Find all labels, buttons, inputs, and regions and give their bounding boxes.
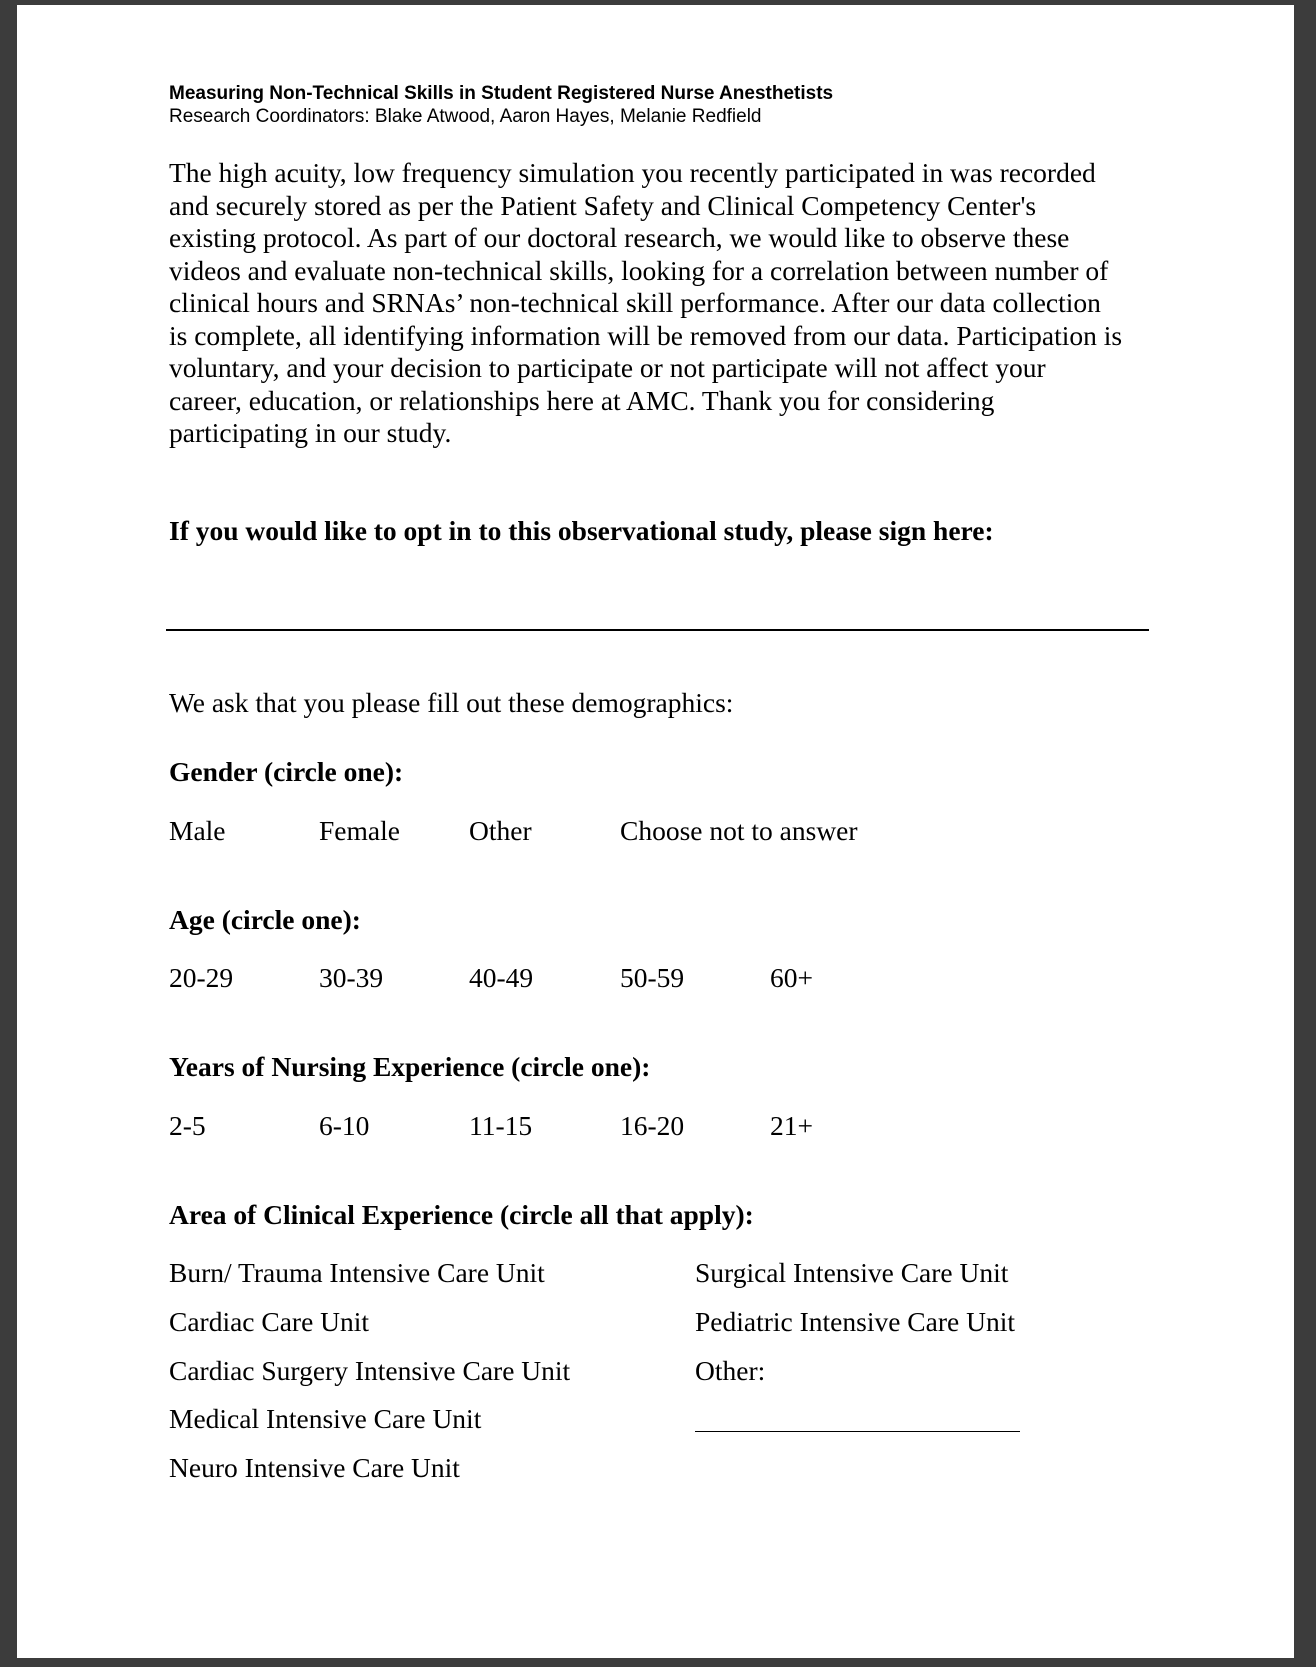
intro-line: voluntary, and your decision to participate or not participate will not affect your: [169, 352, 1046, 383]
clinical-area-option-cardiac-care-unit[interactable]: Cardiac Care Unit: [169, 1306, 370, 1337]
age-option-40-49[interactable]: 40-49: [469, 962, 534, 993]
intro-line: videos and evaluate non-technical skills, looking for a correlation between number of: [169, 254, 1109, 286]
clinical-area-option-neuro-icu[interactable]: Neuro Intensive Care Unit: [169, 1452, 460, 1483]
intro-line: is complete, all identifying information will be removed from our data. Participation is: [169, 319, 1123, 351]
clinical-area-option-other[interactable]: Other:: [695, 1355, 766, 1386]
nursing-experience-label: Years of Nursing Experience (circle one):: [169, 1051, 651, 1082]
gender-option-male[interactable]: Male: [169, 815, 226, 846]
clinical-area-option-pediatric-icu[interactable]: Pediatric Intensive Care Unit: [695, 1306, 1015, 1337]
clinical-area-other-line[interactable]: [695, 1431, 1020, 1432]
nursing-experience-option-6-10[interactable]: 6-10: [319, 1110, 370, 1141]
intro-line: existing protocol. As part of our doctoral research, we would like to observe these: [169, 222, 1070, 253]
nursing-experience-option-2-5[interactable]: 2-5: [169, 1110, 206, 1141]
age-option-50-59[interactable]: 50-59: [620, 962, 685, 993]
intro-paragraph: [169, 157, 1159, 450]
gender-option-other[interactable]: Other: [469, 815, 532, 846]
signature-line[interactable]: [166, 629, 1149, 631]
clinical-area-option-medical-icu[interactable]: Medical Intensive Care Unit: [169, 1403, 482, 1434]
study-title: Measuring Non-Technical Skills in Student Registered Nurse Anesthetists: [169, 83, 834, 104]
intro-line: The high acuity, low frequency simulation you recently participated in was recorded: [169, 157, 1096, 188]
clinical-area-option-cardiac-surgery-icu[interactable]: Cardiac Surgery Intensive Care Unit: [169, 1355, 571, 1386]
document-header: [169, 82, 833, 128]
nursing-experience-option-11-15[interactable]: 11-15: [469, 1110, 533, 1141]
clinical-area-option-burn-trauma-icu[interactable]: Burn/ Trauma Intensive Care Unit: [169, 1257, 545, 1288]
gender-label: Gender (circle one):: [169, 756, 404, 787]
clinical-area-option-surgical-icu[interactable]: Surgical Intensive Care Unit: [695, 1257, 1009, 1288]
research-coordinators: Research Coordinators: Blake Atwood, Aaron Hayes, Melanie Redfield: [169, 106, 762, 127]
age-option-20-29[interactable]: 20-29: [169, 962, 234, 993]
signature-prompt: If you would like to opt in to this observational study, please sign here:: [169, 515, 994, 546]
age-option-60-plus[interactable]: 60+: [770, 962, 814, 993]
intro-line: clinical hours and SRNAs’ non-technical skill performance. After our data collection: [169, 287, 1101, 318]
gender-option-female[interactable]: Female: [319, 815, 400, 846]
age-option-30-39[interactable]: 30-39: [319, 962, 384, 993]
intro-line: and securely stored as per the Patient Safety and Clinical Competency Center's: [169, 189, 1037, 221]
demographics-intro: We ask that you please fill out these demographics:: [169, 687, 734, 718]
nursing-experience-option-16-20[interactable]: 16-20: [620, 1110, 685, 1141]
document-page: [17, 5, 1294, 1658]
intro-line: career, education, or relationships here at AMC. Thank you for considering: [169, 384, 995, 416]
nursing-experience-option-21-plus[interactable]: 21+: [770, 1110, 814, 1141]
intro-line: participating in our study.: [169, 417, 452, 448]
age-label: Age (circle one):: [169, 904, 361, 935]
gender-option-choose-not-to-answer[interactable]: Choose not to answer: [620, 815, 858, 846]
clinical-area-label: Area of Clinical Experience (circle all that apply):: [169, 1199, 754, 1230]
